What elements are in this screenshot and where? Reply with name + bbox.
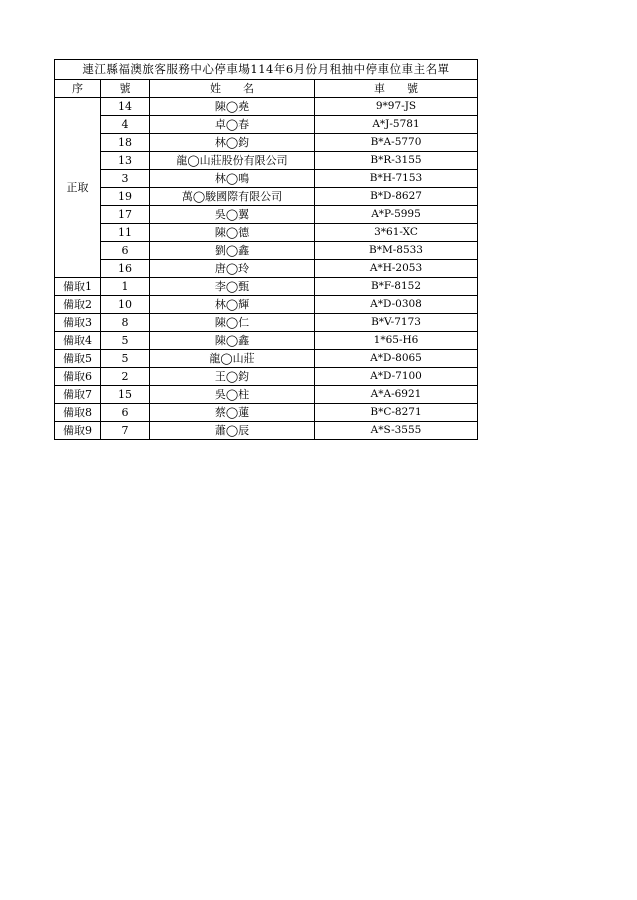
draw-number: 7 [101, 422, 150, 440]
main-list-row [55, 188, 478, 206]
draw-number: 3 [101, 170, 150, 188]
license-plate: B*D-8627 [315, 188, 478, 206]
owner-name: 林◯輝 [150, 296, 315, 314]
license-plate: A*S-3555 [315, 422, 478, 440]
table-body [55, 98, 478, 440]
license-plate: 3*61-XC [315, 224, 478, 242]
backup-list-row [55, 296, 478, 314]
backup-list-row [55, 350, 478, 368]
main-group-label: 正取 [55, 98, 101, 278]
backup-label: 備取7 [55, 386, 101, 404]
backup-list-row [55, 422, 478, 440]
backup-label: 備取4 [55, 332, 101, 350]
draw-number: 4 [101, 116, 150, 134]
license-plate: B*H-7153 [315, 170, 478, 188]
draw-number: 17 [101, 206, 150, 224]
owner-name: 陳◯仁 [150, 314, 315, 332]
license-plate: A*H-2053 [315, 260, 478, 278]
winner-table [54, 59, 478, 440]
main-list-row [55, 260, 478, 278]
backup-list-row [55, 314, 478, 332]
draw-number: 19 [101, 188, 150, 206]
owner-name: 王◯鈞 [150, 368, 315, 386]
draw-number: 14 [101, 98, 150, 116]
backup-list-row [55, 404, 478, 422]
owner-name: 吳◯柱 [150, 386, 315, 404]
owner-name: 劉◯鑫 [150, 242, 315, 260]
owner-name: 吳◯翼 [150, 206, 315, 224]
backup-label: 備取5 [55, 350, 101, 368]
table-title: 連江縣福澳旅客服務中心停車場114年6月份月租抽中停車位車主名單 [55, 60, 478, 80]
owner-name: 卓◯春 [150, 116, 315, 134]
draw-number: 16 [101, 260, 150, 278]
header-name: 姓 名 [150, 80, 315, 98]
header-number: 號 [101, 80, 150, 98]
owner-name: 李◯甄 [150, 278, 315, 296]
backup-label: 備取6 [55, 368, 101, 386]
backup-list-row [55, 278, 478, 296]
draw-number: 1 [101, 278, 150, 296]
owner-name: 陳◯德 [150, 224, 315, 242]
backup-list-row [55, 332, 478, 350]
license-plate: B*M-8533 [315, 242, 478, 260]
license-plate: B*C-8271 [315, 404, 478, 422]
license-plate: A*D-0308 [315, 296, 478, 314]
header-plate: 車 號 [315, 80, 478, 98]
license-plate: A*A-6921 [315, 386, 478, 404]
owner-name: 龍◯山莊 [150, 350, 315, 368]
draw-number: 8 [101, 314, 150, 332]
main-list-row [55, 116, 478, 134]
license-plate: A*J-5781 [315, 116, 478, 134]
license-plate: B*A-5770 [315, 134, 478, 152]
license-plate: B*R-3155 [315, 152, 478, 170]
license-plate: A*P-5995 [315, 206, 478, 224]
license-plate: 9*97-JS [315, 98, 478, 116]
backup-list-row [55, 386, 478, 404]
owner-name: 陳◯鑫 [150, 332, 315, 350]
owner-name: 唐◯玲 [150, 260, 315, 278]
backup-label: 備取2 [55, 296, 101, 314]
draw-number: 5 [101, 350, 150, 368]
main-list-row [55, 98, 478, 116]
main-list-row [55, 134, 478, 152]
backup-label: 備取1 [55, 278, 101, 296]
draw-number: 2 [101, 368, 150, 386]
draw-number: 15 [101, 386, 150, 404]
owner-name: 陳◯堯 [150, 98, 315, 116]
owner-name: 林◯鳴 [150, 170, 315, 188]
owner-name: 蔡◯蓮 [150, 404, 315, 422]
main-list-row [55, 170, 478, 188]
backup-label: 備取3 [55, 314, 101, 332]
owner-name: 蕭◯辰 [150, 422, 315, 440]
backup-label: 備取8 [55, 404, 101, 422]
draw-number: 11 [101, 224, 150, 242]
header-row [55, 80, 478, 98]
draw-number: 6 [101, 242, 150, 260]
license-plate: B*F-8152 [315, 278, 478, 296]
main-list-row [55, 152, 478, 170]
main-list-row [55, 206, 478, 224]
draw-number: 6 [101, 404, 150, 422]
draw-number: 5 [101, 332, 150, 350]
draw-number: 10 [101, 296, 150, 314]
license-plate: B*V-7173 [315, 314, 478, 332]
header-category: 序 [55, 80, 101, 98]
owner-name: 龍◯山莊股份有限公司 [150, 152, 315, 170]
owner-name: 萬◯駿國際有限公司 [150, 188, 315, 206]
winner-list-sheet [54, 59, 477, 440]
draw-number: 13 [101, 152, 150, 170]
main-list-row [55, 242, 478, 260]
license-plate: 1*65-H6 [315, 332, 478, 350]
backup-label: 備取9 [55, 422, 101, 440]
owner-name: 林◯鈞 [150, 134, 315, 152]
license-plate: A*D-8065 [315, 350, 478, 368]
draw-number: 18 [101, 134, 150, 152]
license-plate: A*D-7100 [315, 368, 478, 386]
backup-list-row [55, 368, 478, 386]
main-list-row [55, 224, 478, 242]
